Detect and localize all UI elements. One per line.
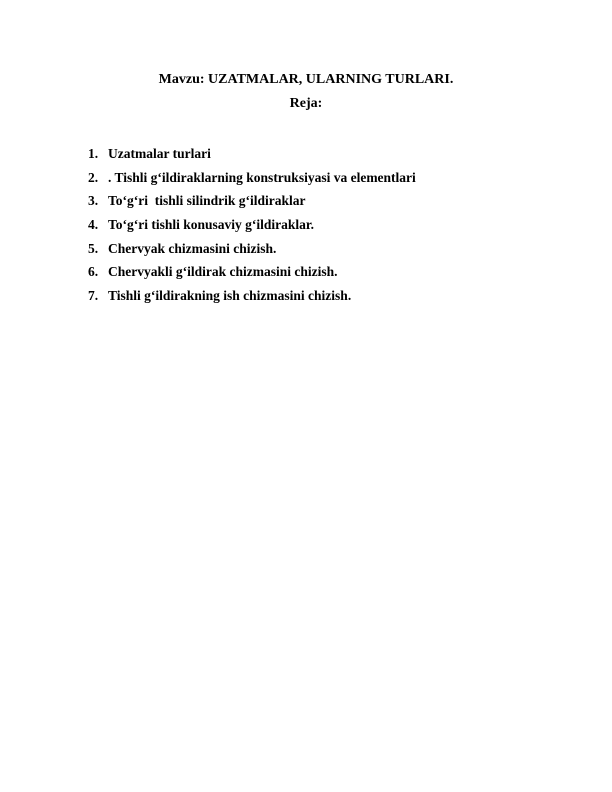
list-item-number: 3.	[88, 193, 99, 209]
list-item-number: 6.	[88, 264, 99, 280]
list-item	[88, 145, 416, 169]
list-item-number: 1.	[88, 146, 99, 161]
list-item-text: Chervyakli g‘ildirak chizmasini chizish.	[108, 264, 338, 280]
list-item-number: 2.	[88, 169, 99, 185]
page-subtitle: Reja:	[289, 96, 323, 111]
list-item	[88, 287, 416, 311]
list-item-number: 7.	[88, 288, 99, 304]
list-item	[88, 263, 416, 287]
list-item-text: To‘g‘ri tishli konusaviy g‘ildiraklar.	[108, 217, 315, 233]
list-item-text: . Tishli g‘ildiraklarning konstruksiyasi va elementlari	[108, 169, 416, 185]
list-item-number: 5.	[88, 240, 99, 256]
list-item-text: Uzatmalar turlari	[108, 146, 211, 161]
plan-list	[88, 145, 416, 311]
list-item	[88, 216, 416, 240]
list-item-text: Tishli g‘ildirakning ish chizmasini chizish.	[108, 288, 352, 304]
list-item	[88, 169, 416, 193]
page-title: Mavzu: UZATMALAR, ULARNING TURLARI.	[158, 72, 454, 87]
list-item-text: Chervyak chizmasini chizish.	[108, 240, 277, 256]
list-item	[88, 240, 416, 264]
list-item	[88, 192, 416, 216]
list-item-text: To‘g‘ri tishli silindrik g‘ildiraklar	[108, 193, 306, 209]
list-item-number: 4.	[88, 217, 99, 233]
